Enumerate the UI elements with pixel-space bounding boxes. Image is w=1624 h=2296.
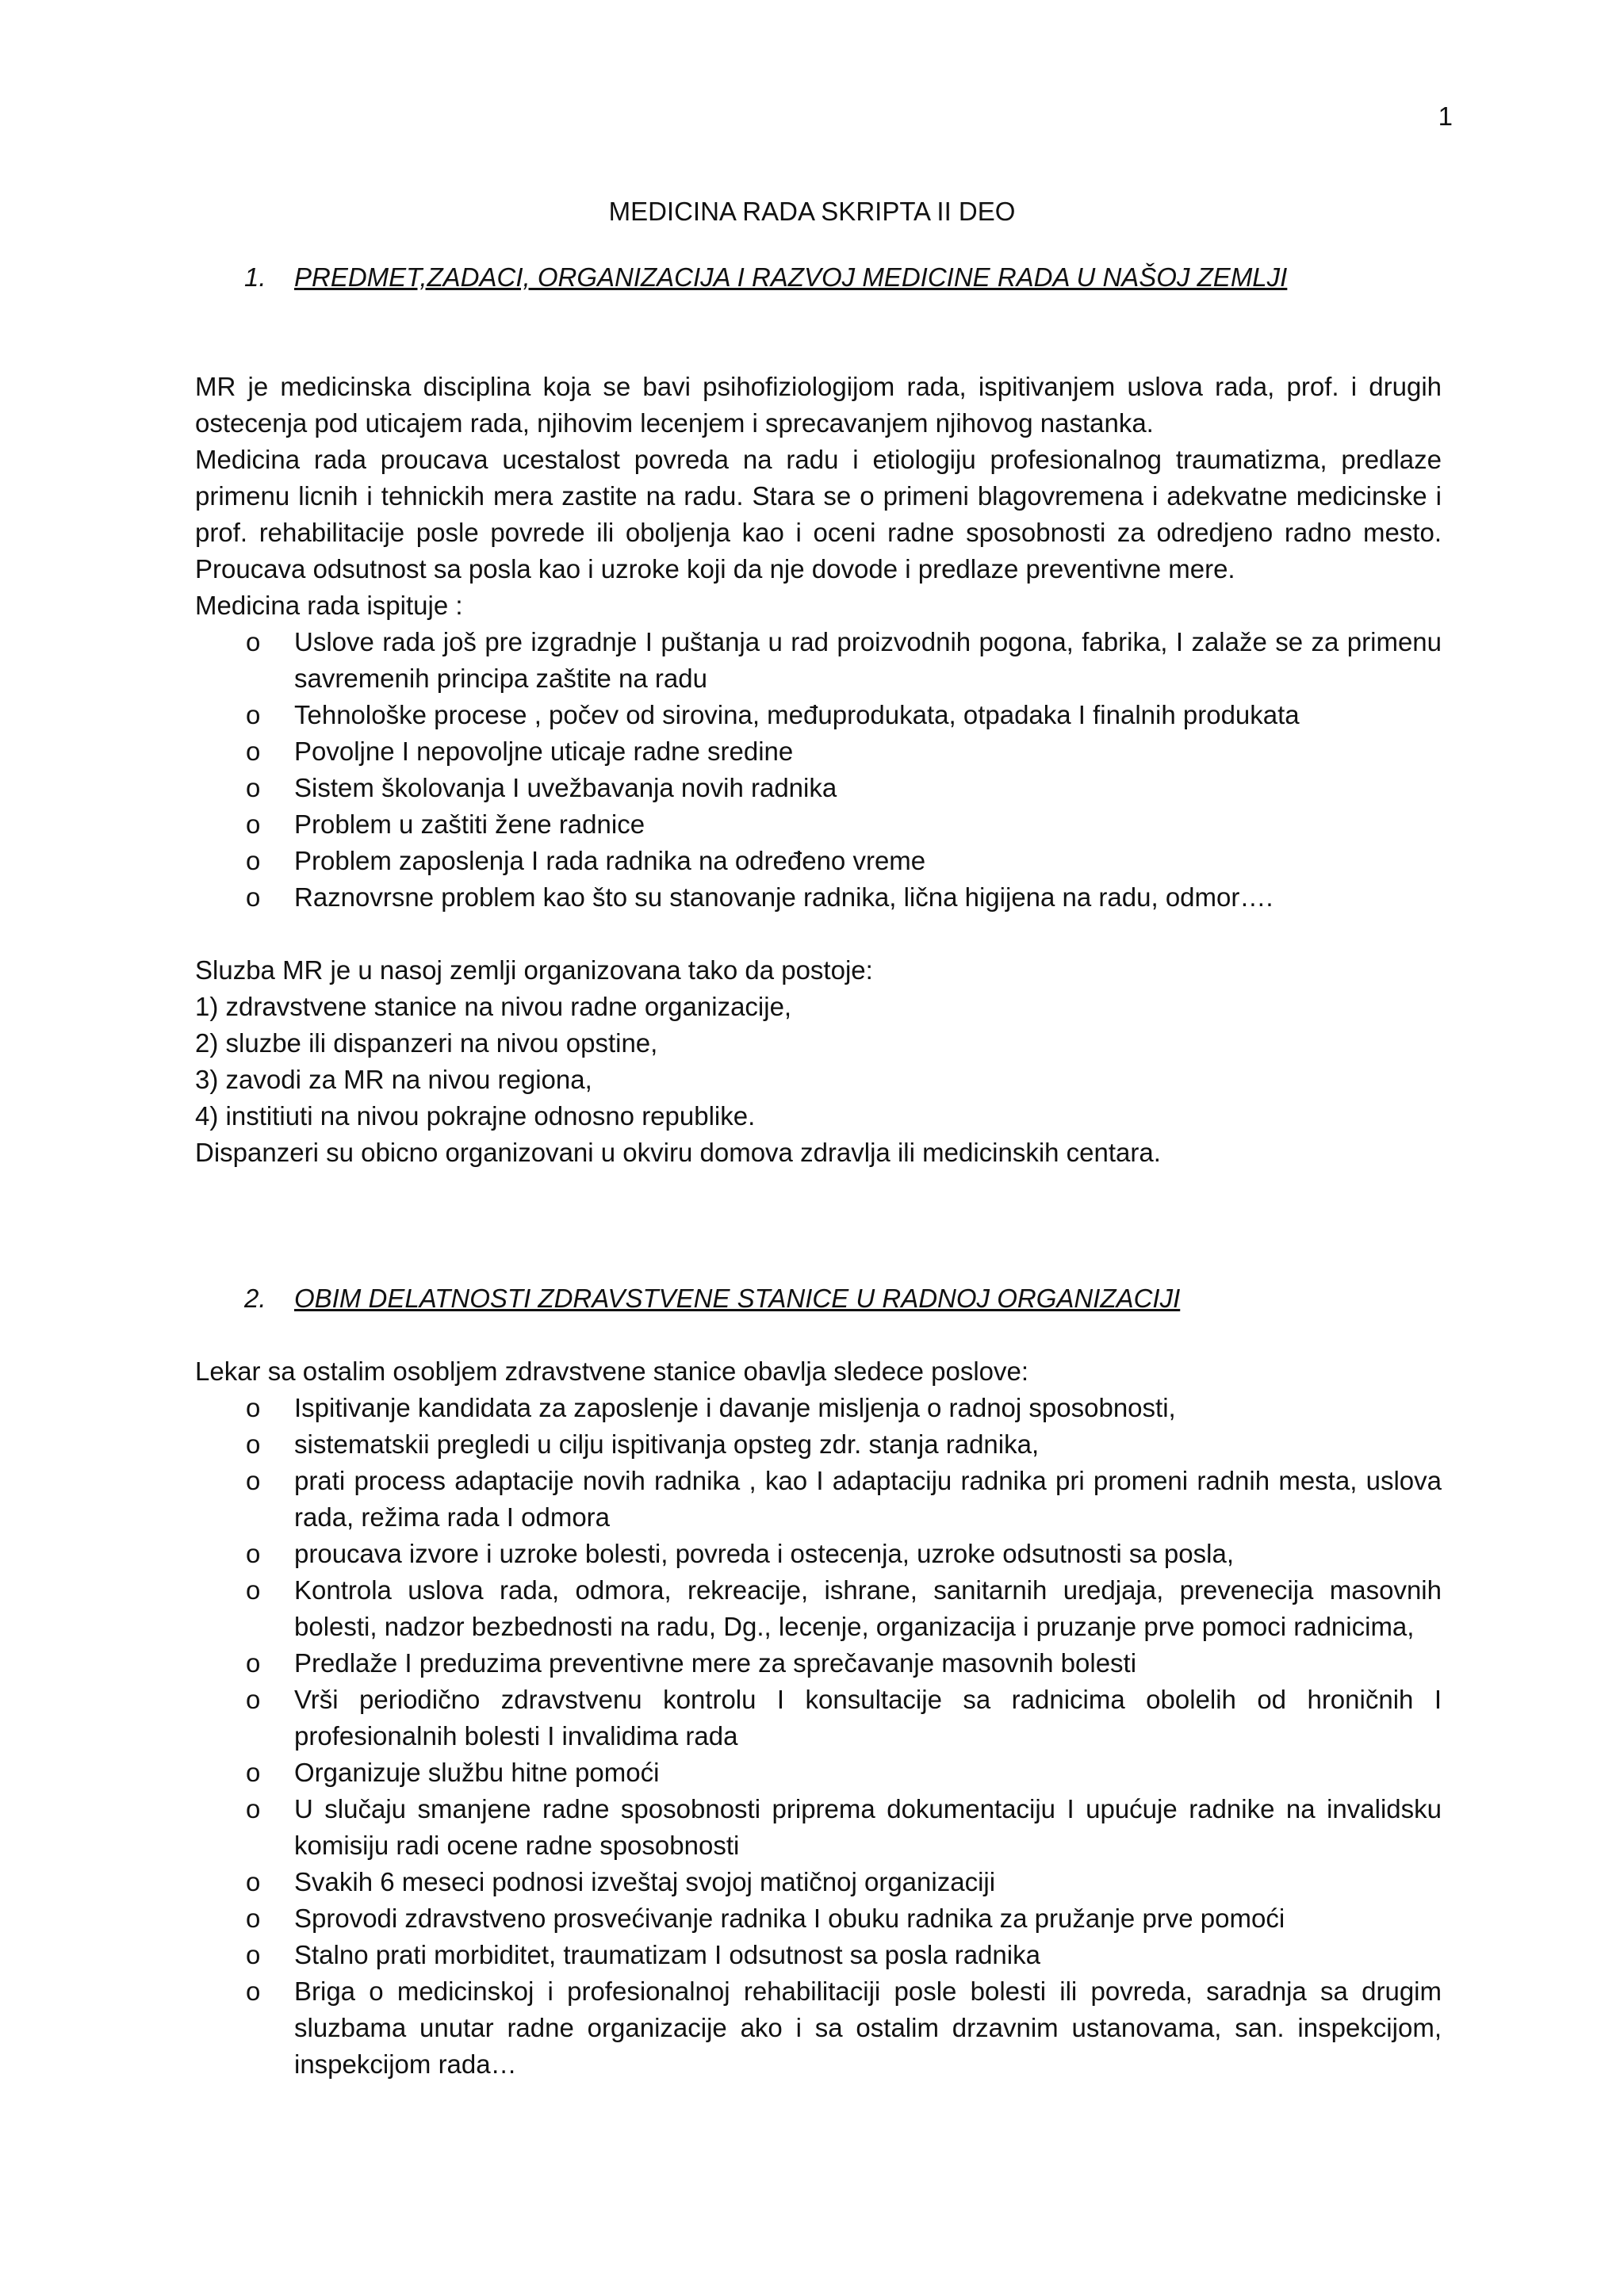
list-item: o prati process adaptacije novih radnika , kao I adaptaciju radnika pri promeni radnih mesta, uslova rada, režima rada I odmora <box>195 1463 1442 1536</box>
section-1-list-intro: Medicina rada ispituje : <box>195 591 463 620</box>
section-2-bullet-list <box>195 1390 1442 2083</box>
spacer <box>195 1244 1442 1280</box>
list-item: o U slučaju smanjene radne sposobnosti priprema dokumentaciju I upućuje radnike na invalidsku komisiju radi ocene radne sposobnosti <box>195 1791 1442 1864</box>
list-item: o Briga o medicinskoj i profesionalnoj rehabilitaciji posle bolesti ili povreda, saradnja sa drugim sluzbama unutar radne organizacije ako i sa ostalim drzavnim ustanovama, san. inspekcijom, inspekcijom rada… <box>195 1973 1442 2083</box>
section-2-title: OBIM DELATNOSTI ZDRAVSTVENE STANICE U RADNOJ ORGANIZACIJI <box>294 1284 1181 1313</box>
list-item: o Kontrola uslova rada, odmora, rekreacije, ishrane, sanitarnih uredjaja, prevenecija masovnih bolesti, nadzor bezbednosti na radu, Dg., lecenje, organizacija i pruzanje prve pomoci radnicima, <box>195 1572 1442 1645</box>
section-1-heading <box>195 259 1442 296</box>
spacer <box>195 916 1442 952</box>
list-item: o Organizuje službu hitne pomoći <box>195 1755 1442 1791</box>
section-2-number: 2. <box>244 1284 266 1313</box>
list-item: o Problem u zaštiti žene radnice <box>195 806 1442 843</box>
section-1-title: PREDMET,ZADACI, ORGANIZACIJA I RAZVOJ MEDICINE RADA U NAŠOJ ZEMLJI <box>294 262 1288 292</box>
service-item: 3) zavodi za MR na nivou regiona, <box>195 1065 592 1094</box>
service-item: 1) zdravstvene stanice na nivou radne organizacije, <box>195 992 792 1021</box>
service-item: 2) sluzbe ili dispanzeri na nivou opstine, <box>195 1028 658 1058</box>
list-item: o Raznovrsne problem kao što su stanovanje radnika, lična higijena na radu, odmor…. <box>195 879 1442 916</box>
document-body <box>195 259 1442 2083</box>
list-item: o Problem zaposlenja I rada radnika na određeno vreme <box>195 843 1442 879</box>
list-item: o proucava izvore i uzroke bolesti, povreda i ostecenja, uzroke odsutnosti sa posla, <box>195 1536 1442 1572</box>
list-item: o Predlaže I preduzima preventivne mere za sprečavanje masovnih bolesti <box>195 1645 1442 1682</box>
list-item: o Svakih 6 meseci podnosi izveštaj svojoj matičnoj organizaciji <box>195 1864 1442 1900</box>
page-number: 1 <box>1438 101 1453 131</box>
section-1-bullet-list <box>195 624 1442 916</box>
service-item: 4) institiuti na nivou pokrajne odnosno republike. <box>195 1101 756 1131</box>
section-1-paragraph-2: Medicina rada proucava ucestalost povreda na radu i etiologiju profesionalnog traumatizma, predlaze primenu licnih i tehnickih mera zastite na radu. Stara se o primeni blagovremena i adekvatne medicinske i prof. rehabilitacije posle povrede ili oboljenja kao i oceni radne sposobnosti za odredjeno radno mesto. Proucava odsutnost sa posla kao i uzroke koji da nje dovode i predlaze preventivne mere. <box>195 445 1442 584</box>
section-1-closing: Dispanzeri su obicno organizovani u okviru domova zdravlja ili medicinskih centara. <box>195 1138 1161 1167</box>
list-item: o Povoljne I nepovoljne uticaje radne sredine <box>195 733 1442 770</box>
list-item: o Uslove rada još pre izgradnje I puštanja u rad proizvodnih pogona, fabrika, I zalaže se za primenu savremenih principa zaštite na radu <box>195 624 1442 697</box>
list-item: o Ispitivanje kandidata za zaposlenje i davanje misljenja o radnoj sposobnosti, <box>195 1390 1442 1426</box>
list-item: o Sistem školovanja I uvežbavanja novih radnika <box>195 770 1442 806</box>
section-2-list-intro: Lekar sa ostalim osobljem zdravstvene stanice obavlja sledece poslove: <box>195 1357 1029 1386</box>
list-item: o Stalno prati morbiditet, traumatizam I odsutnost sa posla radnika <box>195 1937 1442 1973</box>
list-item: o Tehnološke procese , počev od sirovina, međuprodukata, otpadaka I finalnih produkata <box>195 697 1442 733</box>
list-item: o sistematskii pregledi u cilju ispitivanja opsteg zdr. stanja radnika, <box>195 1426 1442 1463</box>
section-1-paragraph-1: MR je medicinska disciplina koja se bavi psihofiziologijom rada, ispitivanjem uslova rada, prof. i drugih ostecenja pod uticajem rada, njihovim lecenjem i sprecavanjem njihovog nastanka. <box>195 372 1442 438</box>
spacer <box>195 1317 1442 1353</box>
spacer <box>195 1171 1442 1244</box>
section-1-number: 1. <box>244 262 266 292</box>
section-2-heading <box>195 1280 1442 1317</box>
document-title: MEDICINA RADA SKRIPTA II DEO <box>608 197 1016 226</box>
service-intro: Sluzba MR je u nasoj zemlji organizovana tako da postoje: <box>195 955 873 985</box>
spacer <box>195 296 1442 369</box>
list-item: o Sprovodi zdravstveno prosvećivanje radnika I obuku radnika za pružanje prve pomoći <box>195 1900 1442 1937</box>
list-item: o Vrši periodično zdravstvenu kontrolu I konsultacije sa radnicima obolelih od hroničnih I profesionalnih bolesti I invalidima rada <box>195 1682 1442 1755</box>
